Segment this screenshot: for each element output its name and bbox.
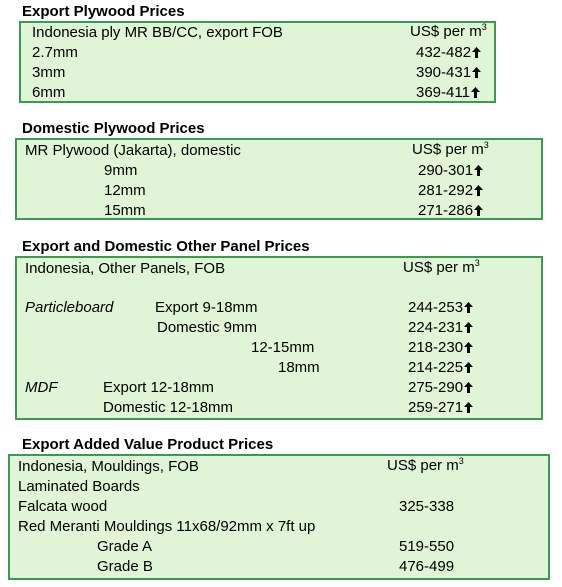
added-value-header-label: Indonesia, Mouldings, FOB <box>18 458 199 475</box>
domestic-plywood-header-label: MR Plywood (Jakarta), domestic <box>25 142 241 159</box>
up-arrow-icon <box>464 362 473 373</box>
added-value-row-label: Laminated Boards <box>18 478 140 495</box>
up-arrow-icon <box>464 402 473 413</box>
export-plywood-header-label: Indonesia ply MR BB/CC, export FOB <box>32 24 283 41</box>
other-panel-header-label: Indonesia, Other Panels, FOB <box>25 260 226 277</box>
added-value-row-value: 519-550 <box>399 538 455 555</box>
export-plywood-row-value: 390-431 <box>416 64 481 82</box>
domestic-plywood-row-value: 290-301 <box>418 162 483 180</box>
section-title-domestic-plywood: Domestic Plywood Prices <box>22 120 205 137</box>
other-panel-row-value: 214-225 <box>408 359 473 377</box>
section-title-export-plywood: Export Plywood Prices <box>22 3 185 20</box>
added-value-row-value: 325-338 <box>399 498 455 515</box>
added-value-row-label: Red Meranti Mouldings 11x68/92mm x 7ft up <box>18 518 316 535</box>
other-panel-row-label: 12-15mm <box>251 339 315 356</box>
particleboard-label: Particleboard <box>25 299 114 316</box>
domestic-plywood-row-value: 271-286 <box>418 202 483 220</box>
other-panel-row-value: 259-271 <box>408 399 473 417</box>
added-value-row-value: 476-499 <box>399 558 455 575</box>
added-value-unit: US$ per $m^3$ <box>387 456 464 474</box>
up-arrow-icon <box>464 382 473 393</box>
up-arrow-icon <box>474 205 483 216</box>
other-panel-row-value: 244-253 <box>408 299 473 317</box>
domestic-plywood-row-value: 281-292 <box>418 182 483 200</box>
up-arrow-icon <box>472 47 481 58</box>
domestic-plywood-row-label: 9mm <box>104 162 138 179</box>
section-title-other-panel: Export and Domestic Other Panel Prices <box>22 238 310 255</box>
other-panel-row-label: Domestic 12-18mm <box>103 399 234 416</box>
domestic-plywood-unit: US$ per $m^3$ <box>412 140 489 158</box>
other-panel-row-label: Domestic 9mm <box>157 319 258 336</box>
other-panel-box <box>15 256 543 420</box>
export-plywood-row-label: 6mm <box>32 84 66 101</box>
domestic-plywood-box <box>15 138 543 220</box>
export-plywood-box <box>19 21 496 103</box>
added-value-box <box>8 454 550 580</box>
other-panel-row-label: 18mm <box>278 359 320 376</box>
added-value-row-label: Falcata wood <box>18 498 108 515</box>
domestic-plywood-row-label: 12mm <box>104 182 146 199</box>
section-title-added-value: Export Added Value Product Prices <box>22 436 274 453</box>
other-panel-row-label: Export 9-18mm <box>155 299 258 316</box>
export-plywood-row-value: 369-411 <box>416 84 480 102</box>
up-arrow-icon <box>474 165 483 176</box>
other-panel-row-value: 275-290 <box>408 379 473 397</box>
export-plywood-row-label: 3mm <box>32 64 66 81</box>
other-panel-row-value: 224-231 <box>408 319 473 337</box>
up-arrow-icon <box>464 322 473 333</box>
export-plywood-row-value: 432-482 <box>416 44 481 62</box>
export-plywood-row-label: 2.7mm <box>32 44 78 61</box>
up-arrow-icon <box>464 342 473 353</box>
up-arrow-icon <box>471 87 480 98</box>
added-value-row-label: Grade B <box>97 558 153 575</box>
export-plywood-unit: US$ per $m^3$ <box>410 22 487 40</box>
other-panel-row-label: Export 12-18mm <box>103 379 214 396</box>
added-value-row-label: Grade A <box>97 538 153 555</box>
up-arrow-icon <box>464 302 473 313</box>
up-arrow-icon <box>474 185 483 196</box>
domestic-plywood-row-label: 15mm <box>104 202 146 219</box>
other-panel-row-value: 218-230 <box>408 339 473 357</box>
up-arrow-icon <box>472 67 481 78</box>
other-panel-unit: US$ per $m^3$ <box>403 258 480 276</box>
mdf-label: MDF <box>25 379 58 396</box>
